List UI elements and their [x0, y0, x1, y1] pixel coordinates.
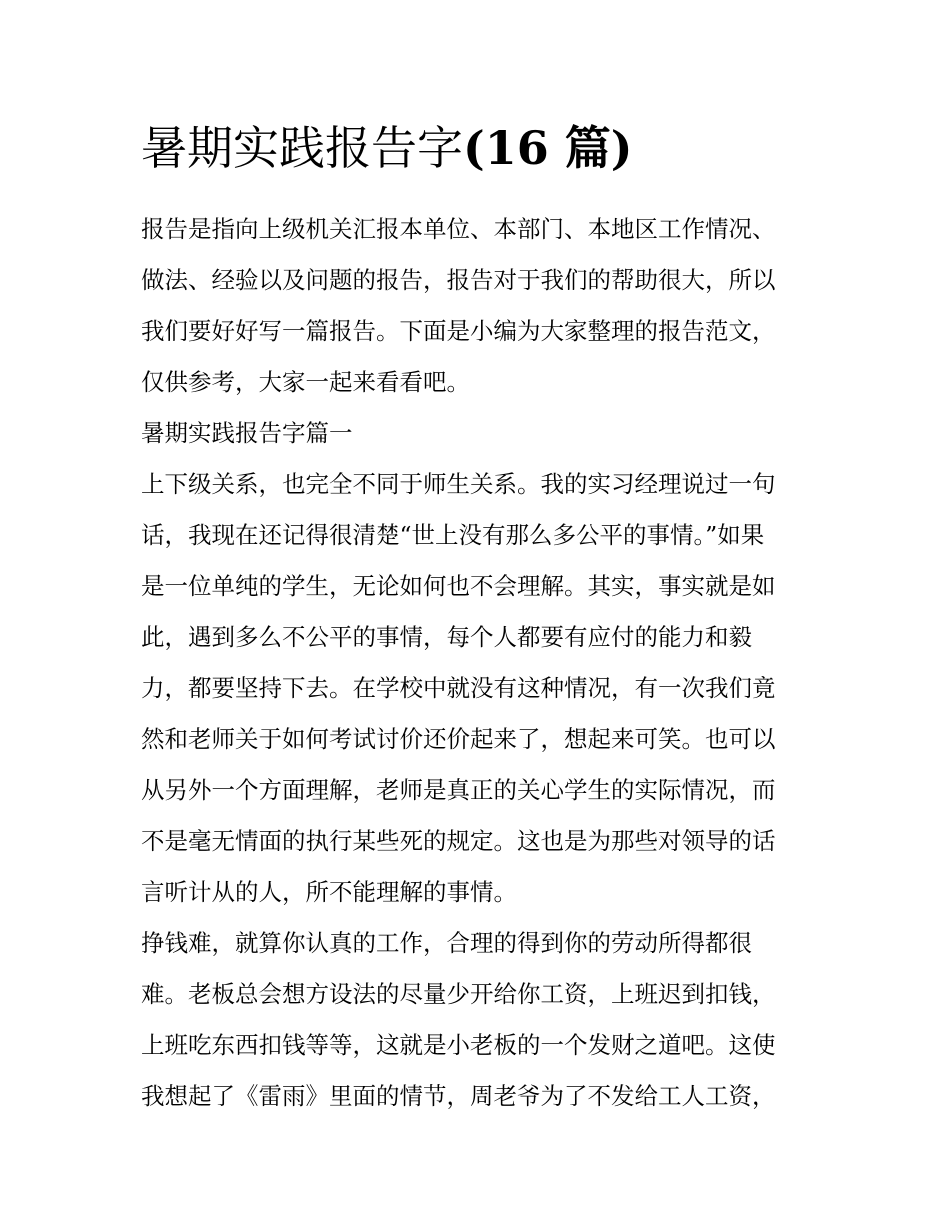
intro-line: 做法、经验以及问题的报告，报告对于我们的帮助很大，所以 [141, 266, 776, 294]
document-body [141, 204, 821, 1122]
paragraph-line: 难。老板总会想方设法的尽量少开给你工资，上班迟到扣钱， [141, 980, 776, 1008]
paragraph-line: 言听计从的人，所不能理解的事情。 [141, 878, 517, 906]
paragraph-line: 然和老师关于如何考试讨价还价起来了，想起来可笑。也可以 [141, 725, 776, 753]
paragraph-line: 话，我现在还记得很清楚“世上没有那么多公平的事情。”如果 [141, 521, 765, 549]
intro-line: 报告是指向上级机关汇报本单位、本部门、本地区工作情况、 [141, 215, 776, 243]
paragraph-line: 不是毫无情面的执行某些死的规定。这也是为那些对领导的话 [141, 827, 776, 855]
paragraph-line: 挣钱难，就算你认真的工作，合理的得到你的劳动所得都很 [141, 929, 752, 957]
section-heading: 暑期实践报告字篇一 [141, 419, 353, 447]
paragraph-line: 是一位单纯的学生，无论如何也不会理解。其实，事实就是如 [141, 572, 776, 600]
paragraph-line: 力，都要坚持下去。在学校中就没有这种情况，有一次我们竟 [141, 674, 776, 702]
paragraph-line: 上班吃东西扣钱等等，这就是小老板的一个发财之道吧。这使 [141, 1031, 776, 1059]
paragraph-line: 此，遇到多么不公平的事情，每个人都要有应付的能力和毅 [141, 623, 752, 651]
document-page [141, 112, 821, 1122]
title-suffix: (16 篇) [463, 121, 633, 175]
paragraph-line: 我想起了《雷雨》里面的情节，周老爷为了不发给工人工资， [141, 1082, 776, 1110]
intro-line: 我们要好好写一篇报告。下面是小编为大家整理的报告范文， [141, 317, 776, 345]
paragraph-line: 从另外一个方面理解，老师是真正的关心学生的实际情况，而 [141, 776, 776, 804]
paragraph-line: 上下级关系，也完全不同于师生关系。我的实习经理说过一句 [141, 470, 776, 498]
document-title [141, 112, 821, 184]
title-main: 暑期实践报告字 [141, 121, 463, 175]
intro-line: 仅供参考，大家一起来看看吧。 [141, 368, 470, 396]
